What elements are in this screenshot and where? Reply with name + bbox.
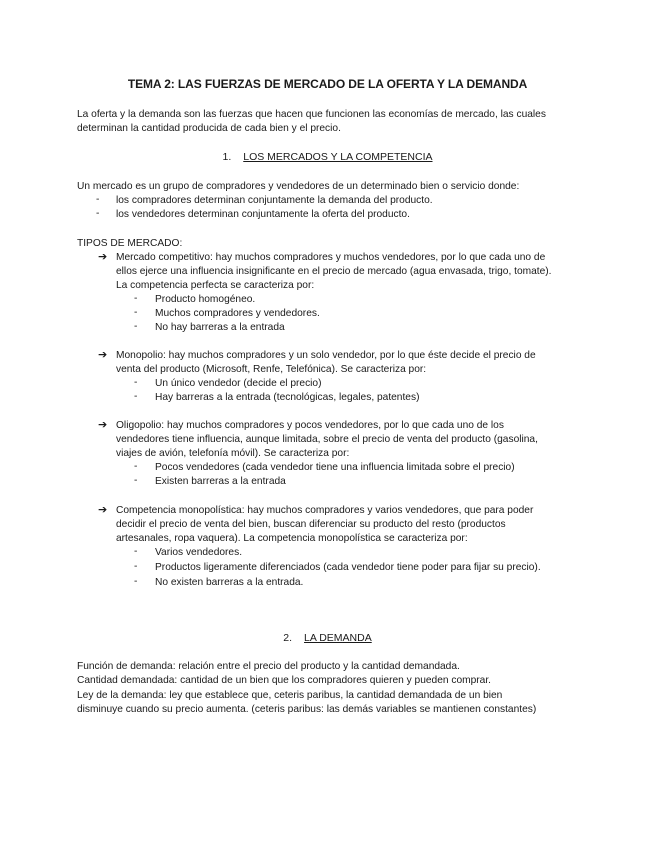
- monopolistic-feature-2: Productos ligeramente diferenciados (cada vendedor tiene poder para fijar su precio).: [155, 562, 541, 573]
- dash-bullet: -: [134, 461, 138, 472]
- dash-bullet: -: [134, 475, 138, 486]
- oligopoly-line-2: vendedores tiene influencia, aunque limitada, sobre el precio de venta del producto (gasolina,: [116, 434, 538, 445]
- dash-bullet: -: [134, 546, 138, 557]
- perfect-competition-feature-3: No hay barreras a la entrada: [155, 322, 285, 333]
- dash-bullet: -: [134, 377, 138, 388]
- perfect-competition-line-2: ellos ejerce una influencia insignificante en el precio de mercado (agua envasada, trigo, tomate).: [116, 266, 552, 277]
- monopoly-feature-2: Hay barreras a la entrada (tecnológicas, legales, patentes): [155, 392, 420, 403]
- monopoly-line-2: venta del producto (Microsoft, Renfe, Telefónica). Se caracteriza por:: [116, 364, 427, 375]
- document-title: TEMA 2: LAS FUERZAS DE MERCADO DE LA OFERTA Y LA DEMANDA: [127, 77, 528, 91]
- perfect-competition-feature-1: Producto homogéneo.: [155, 294, 256, 305]
- market-definition: Un mercado es un grupo de compradores y vendedores de un determinado bien o servicio donde:: [77, 181, 520, 192]
- oligopoly-feature-2: Existen barreras a la entrada: [155, 476, 286, 487]
- dash-bullet: -: [134, 561, 138, 572]
- section-2-title: LA DEMANDA: [304, 632, 372, 644]
- monopolistic-line-3: artesanales, ropa vaquera). La competencia monopolística se caracteriza por:: [116, 533, 468, 544]
- section-1-number: 1.: [222, 151, 232, 163]
- dash-bullet: -: [134, 307, 138, 318]
- oligopoly-line-1: Oligopolio: hay muchos compradores y pocos vendedores, por lo que cada uno de los: [116, 420, 504, 431]
- arrow-bullet-icon: ➔: [98, 419, 108, 431]
- oligopoly-feature-1: Pocos vendedores (cada vendedor tiene una influencia limitada sobre el precio): [155, 462, 515, 473]
- dash-bullet: -: [96, 208, 100, 219]
- market-point-2: los vendedores determinan conjuntamente la oferta del producto.: [116, 209, 410, 220]
- quantity-demanded-line: Cantidad demandada: cantidad de un bien que los compradores quieren y pueden comprar.: [77, 675, 492, 686]
- intro-line-2: determinan la cantidad producida de cada bien y el precio.: [77, 123, 341, 134]
- dash-bullet: -: [134, 391, 138, 402]
- intro-line-1: La oferta y la demanda son las fuerzas que hacen que funcionen las economías de mercado, las cuales: [77, 109, 546, 120]
- section-2-heading: [0, 632, 655, 644]
- monopolistic-feature-3: No existen barreras a la entrada.: [155, 577, 304, 588]
- types-heading: TIPOS DE MERCADO:: [77, 238, 183, 249]
- dash-bullet: -: [134, 321, 138, 332]
- monopolistic-line-1: Competencia monopolística: hay muchos compradores y varios vendedores, que para poder: [116, 505, 534, 516]
- monopolistic-feature-1: Varios vendedores.: [155, 547, 243, 558]
- section-1-title: LOS MERCADOS Y LA COMPETENCIA: [243, 151, 433, 163]
- monopolistic-line-2: decidir el precio de venta del bien, buscan diferenciar su producto del resto (productos: [116, 519, 506, 530]
- market-point-1: los compradores determinan conjuntamente la demanda del producto.: [116, 195, 433, 206]
- monopoly-line-1: Monopolio: hay muchos compradores y un solo vendedor, por lo que éste decide el precio de: [116, 350, 536, 361]
- perfect-competition-line-1: Mercado competitivo: hay muchos compradores y muchos vendedores, por lo que cada uno de: [116, 252, 546, 263]
- arrow-bullet-icon: ➔: [98, 504, 108, 516]
- dash-bullet: -: [96, 194, 100, 205]
- arrow-bullet-icon: ➔: [98, 349, 108, 361]
- dash-bullet: -: [134, 576, 138, 587]
- dash-bullet: -: [134, 293, 138, 304]
- law-of-demand-line-1: Ley de la demanda: ley que establece que, ceteris paribus, la cantidad demandada de un bien: [77, 690, 503, 701]
- demand-function-line: Función de demanda: relación entre el precio del producto y la cantidad demandada.: [77, 661, 460, 672]
- arrow-bullet-icon: ➔: [98, 251, 108, 263]
- monopoly-feature-1: Un único vendedor (decide el precio): [155, 378, 322, 389]
- perfect-competition-line-3: La competencia perfecta se caracteriza por:: [116, 280, 315, 291]
- perfect-competition-feature-2: Muchos compradores y vendedores.: [155, 308, 320, 319]
- law-of-demand-line-2: disminuye cuando su precio aumenta. (ceteris paribus: las demás variables se mantienen constantes): [77, 704, 537, 715]
- section-2-number: 2.: [283, 632, 293, 644]
- oligopoly-line-3: viajes de avión, telefonía móvil). Se caracteriza por:: [116, 448, 350, 459]
- section-1-heading: [0, 151, 655, 163]
